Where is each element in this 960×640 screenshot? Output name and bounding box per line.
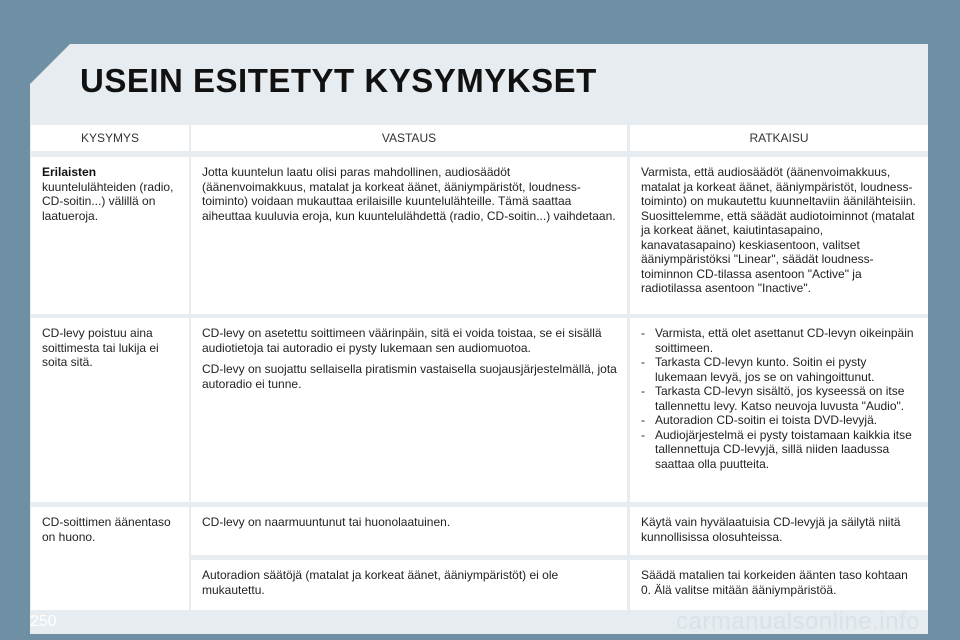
watermark: carmanualsonline.info <box>676 608 920 635</box>
row-2-solution-list <box>641 326 918 471</box>
row-1-question-bold: Erilaisten <box>42 165 97 179</box>
row-2-answer-p1: CD-levy on asetettu soittimeen väärinpäin, sitä ei voida toistaa, se ei sisällä audiotietoja tai autoradio ei pysty lukemaan sen audiomuotoa. <box>202 326 602 355</box>
row-3a-solution-text: Käytä vain hyvälaatuisia CD-levyjä ja säilytä niitä kunnollisissa olosuhteissa. <box>641 515 901 544</box>
page-title: USEIN ESITETYT KYSYMYKSET <box>80 62 597 99</box>
row-3b-solution <box>630 560 928 610</box>
header-solution: RATKAISU <box>630 125 928 151</box>
list-item: - Varmista, että olet asettanut CD-levyn oikeinpäin soittimeen. <box>641 326 918 355</box>
row-2-answer-p2: CD-levy on suojattu sellaisella piratismin vastaisella suojausjärjestelmällä, jota autoradio ei tunne. <box>202 362 617 391</box>
list-item: - Autoradion CD-soitin ei toista DVD-levyjä. <box>641 413 918 428</box>
row-1-question-text: kuuntelulähteiden (radio, CD-soitin...) välillä on laatueroja. <box>42 179 174 223</box>
header-answer: VASTAUS <box>191 125 627 151</box>
row-1-answer <box>191 157 627 314</box>
list-item: - Tarkasta CD-levyn kunto. Soitin ei pysty lukemaan levyä, jos se on vahingoittunut. <box>641 355 918 384</box>
row-3-question-text: CD-soittimen äänentaso on huono. <box>42 515 171 544</box>
row-1-solution-text: Varmista, että audiosäädöt (äänenvoimakkuus, matalat ja korkeat äänet, ääniympäristöt, loudness-toiminto) on mukautettu kuunneltaviin äänilähteisiin. Suosittelemme, että säädät audiotoiminnot (matalat ja korkeat äänet, kaiutintasapaino, kanavatasapaino) keskiasentoon, valitset ääniympäristöksi "Linear", säädät loudness-toiminnon CD-tilassa asentoon "Active" ja radiotilassa asentoon "Inactive". <box>641 165 916 295</box>
list-item: - Tarkasta CD-levyn sisältö, jos kyseessä on itse tallennettu levy. Katso neuvoja luvusta "Audio". <box>641 384 918 413</box>
row-3a-answer-text: CD-levy on naarmuuntunut tai huonolaatuinen. <box>202 515 451 529</box>
row-3b-solution-text: Säädä matalien tai korkeiden äänten taso kohtaan 0. Älä valitse mitään ääniympäristöä. <box>641 568 908 597</box>
page-number: 250 <box>30 613 57 630</box>
row-2-answer <box>191 318 627 502</box>
row-3b-answer-text: Autoradion säätöjä (matalat ja korkeat äänet, ääniympäristöt) ei ole mukautettu. <box>202 568 559 597</box>
row-2-question-text: CD-levy poistuu aina soittimesta tai lukija ei soita sitä. <box>42 326 159 369</box>
row-3a-answer <box>191 507 627 555</box>
row-3-question <box>31 507 189 610</box>
row-3b-answer <box>191 560 627 610</box>
row-1-solution <box>630 157 928 314</box>
list-item: - Audiojärjestelmä ei pysty toistamaan kaikkia itse tallennettuja CD-levyjä, sillä niiden laadussa saattaa olla puutteita. <box>641 428 918 472</box>
row-2-question <box>31 318 189 502</box>
header-question: KYSYMYS <box>31 125 189 151</box>
row-1-question <box>31 157 189 314</box>
row-1-answer-text: Jotta kuuntelun laatu olisi paras mahdollinen, audiosäädöt (äänenvoimakkuus, matalat ja korkeat äänet, ääniympäristöt, loudness-toiminto) voidaan mukauttaa erilaisille kuuntelulähteille. Tämä saattaa aiheuttaa kuuluvia eroja, kun kuuntelulähdettä (radio, CD-soitin...) vaihdetaan. <box>202 165 616 223</box>
row-3a-solution <box>630 507 928 555</box>
row-2-solution <box>630 318 928 502</box>
